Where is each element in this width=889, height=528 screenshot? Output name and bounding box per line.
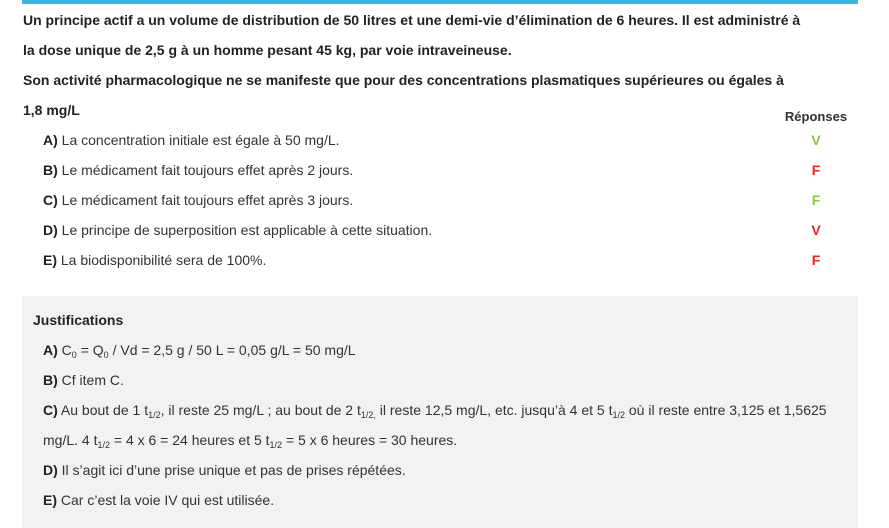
justification-e: E) Car c’est la voie IV qui est utilisée.: [43, 492, 275, 508]
justification-letter: E): [43, 492, 57, 508]
item-a: [43, 132, 340, 148]
answer-a: V: [811, 132, 821, 148]
item-text: Le principe de superposition est applicable à cette situation.: [61, 222, 433, 238]
justification-letter: D): [43, 462, 58, 478]
justification-d: D) Il s’agit ici d’une prise unique et pas de prises répétées.: [43, 462, 406, 478]
question-line-3: Son activité pharmacologique ne se manifeste que pour des concentrations plasmatiques supérieures ou égales à: [23, 72, 784, 88]
item-letter: E): [43, 252, 57, 268]
top-accent-bar: [22, 0, 858, 4]
item-c: [43, 192, 353, 208]
justification-b: B) Cf item C.: [43, 372, 124, 388]
item-text: Le médicament fait toujours effet après 3 jours.: [61, 192, 354, 208]
item-letter: B): [43, 162, 58, 178]
item-e: [43, 252, 266, 268]
question-line-2: la dose unique de 2,5 g à un homme pesant 45 kg, par voie intraveineuse.: [23, 42, 512, 58]
justification-c-line-1: C) Au bout de 1 $t_{1/2}$, il reste 25 mg/L ; au bout de 2 $t_{1/2,}$ il reste 12,5 mg/L, etc. jusqu’à 4 et 5 $t_{1/2}$ où il reste entre 3,125 et 1,5625: [43, 402, 827, 420]
item-letter: A): [43, 132, 58, 148]
item-b: [43, 162, 353, 178]
justifications-title: Justifications: [33, 312, 124, 328]
item-text: La concentration initiale est égale à 50 mg/L.: [61, 132, 340, 148]
justification-letter: B): [43, 372, 58, 388]
answer-b: F: [811, 162, 821, 178]
item-d: [43, 222, 432, 238]
answer-e: F: [811, 252, 821, 268]
justification-c-line-2: mg/L. 4 $t_{1/2} = 4$ x 6 = 24 heures et 5 $t_{1/2} = 5$ x 6 heures = 30 heures.: [43, 432, 458, 450]
item-letter: C): [43, 192, 58, 208]
question-line-4: 1,8 mg/L: [23, 102, 80, 118]
answer-d: V: [811, 222, 821, 238]
justification-letter: C): [43, 402, 58, 418]
answers-header: Réponses: [784, 109, 848, 124]
answer-c: F: [811, 192, 821, 208]
item-letter: D): [43, 222, 58, 238]
item-text: Le médicament fait toujours effet après 2 jours.: [61, 162, 354, 178]
question-line-1: Un principe actif a un volume de distribution de 50 litres et une demi-vie d’élimination de 6 heures. Il est administré à: [23, 12, 801, 28]
justification-letter: A): [43, 342, 58, 358]
justification-a: A) $C_0 = Q_0 / Vd = 2,5$ g / 50 L = 0,05 g/L = 50 mg/L: [43, 342, 356, 360]
item-text: La biodisponibilité sera de 100%.: [60, 252, 267, 268]
